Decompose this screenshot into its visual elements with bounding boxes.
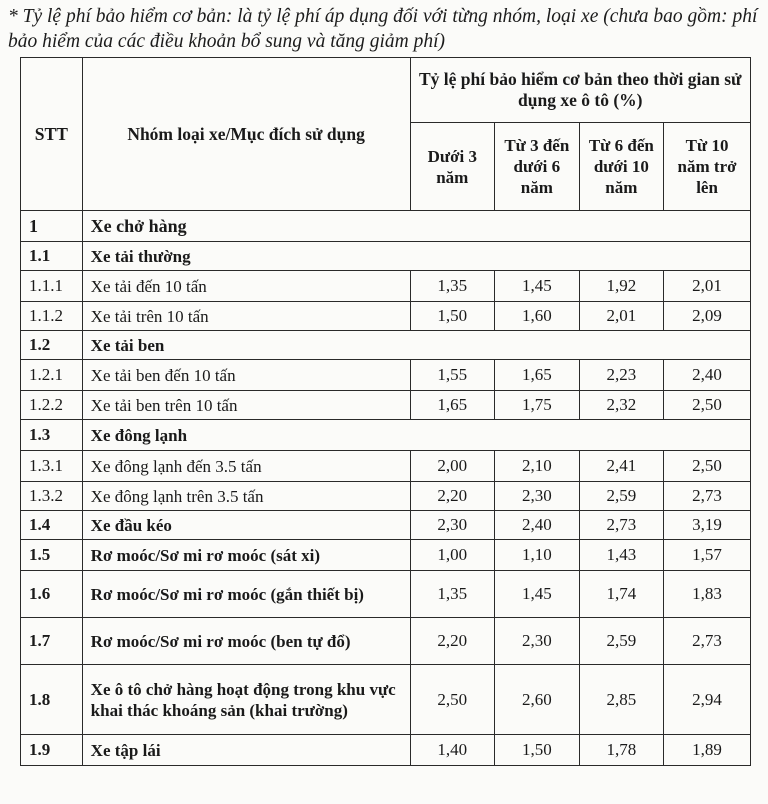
rate-6-10: 2,41	[579, 451, 664, 482]
insurance-rate-table	[20, 57, 751, 766]
rate-10-plus: 2,50	[664, 451, 751, 482]
table-row	[21, 271, 751, 302]
table-row	[21, 618, 751, 665]
row-stt: 1.1.1	[21, 271, 83, 302]
rate-3-6: 1,10	[495, 540, 580, 571]
row-name: Xe tải ben đến 10 tấn	[82, 360, 410, 391]
table-row	[21, 540, 751, 571]
row-stt: 1.6	[21, 571, 83, 618]
row-stt: 1.2.2	[21, 391, 83, 420]
table-row	[21, 482, 751, 511]
rate-10-plus: 1,57	[664, 540, 751, 571]
row-stt: 1.7	[21, 618, 83, 665]
rate-6-10: 2,23	[579, 360, 664, 391]
rate-3-6: 1,75	[495, 391, 580, 420]
rate-under-3: 1,40	[410, 735, 495, 766]
rate-3-6: 2,60	[495, 665, 580, 735]
rate-under-3: 2,20	[410, 618, 495, 665]
row-name: Xe tải đến 10 tấn	[82, 271, 410, 302]
rate-under-3: 1,50	[410, 302, 495, 331]
row-name: Rơ moóc/Sơ mi rơ moóc (gắn thiết bị)	[82, 571, 410, 618]
row-name: Xe tải ben	[82, 331, 750, 360]
table-row	[21, 511, 751, 540]
table-row-group	[21, 420, 751, 451]
rate-6-10: 2,59	[579, 618, 664, 665]
rate-3-6: 2,40	[495, 511, 580, 540]
row-stt: 1.8	[21, 665, 83, 735]
rate-6-10: 2,01	[579, 302, 664, 331]
row-stt: 1.1	[21, 242, 83, 271]
rate-10-plus: 2,73	[664, 482, 751, 511]
table-row-section	[21, 211, 751, 242]
table-row	[21, 571, 751, 618]
rate-under-3: 2,30	[410, 511, 495, 540]
rate-10-plus: 3,19	[664, 511, 751, 540]
table-row	[21, 451, 751, 482]
header-vehicle-group: Nhóm loại xe/Mục đích sử dụng	[82, 58, 410, 211]
row-stt: 1.5	[21, 540, 83, 571]
header-10-plus-years: Từ 10 năm trở lên	[664, 123, 751, 211]
row-name: Xe đông lạnh	[82, 420, 750, 451]
table-row-group	[21, 331, 751, 360]
rate-10-plus: 1,83	[664, 571, 751, 618]
table-row	[21, 302, 751, 331]
rate-under-3: 1,65	[410, 391, 495, 420]
rate-under-3: 1,35	[410, 271, 495, 302]
table-row-group	[21, 242, 751, 271]
rate-6-10: 2,32	[579, 391, 664, 420]
row-name: Xe tải ben trên 10 tấn	[82, 391, 410, 420]
rate-3-6: 1,45	[495, 571, 580, 618]
row-name: Xe đầu kéo	[82, 511, 410, 540]
rate-10-plus: 2,40	[664, 360, 751, 391]
rate-3-6: 2,30	[495, 618, 580, 665]
row-stt: 1.3.1	[21, 451, 83, 482]
table-row	[21, 360, 751, 391]
rate-3-6: 1,60	[495, 302, 580, 331]
rate-6-10: 2,59	[579, 482, 664, 511]
row-stt: 1.9	[21, 735, 83, 766]
header-stt: STT	[21, 58, 83, 211]
rate-6-10: 2,73	[579, 511, 664, 540]
rate-6-10: 2,85	[579, 665, 664, 735]
rate-3-6: 1,65	[495, 360, 580, 391]
rate-6-10: 1,78	[579, 735, 664, 766]
row-name: Xe tải trên 10 tấn	[82, 302, 410, 331]
rate-10-plus: 2,50	[664, 391, 751, 420]
header-under-3-years: Dưới 3 năm	[410, 123, 495, 211]
rate-3-6: 2,10	[495, 451, 580, 482]
row-stt: 1.4	[21, 511, 83, 540]
row-name: Rơ moóc/Sơ mi rơ moóc (sát xi)	[82, 540, 410, 571]
header-rate-group: Tỷ lệ phí bảo hiểm cơ bản theo thời gian sử dụng xe ô tô (%)	[410, 58, 750, 123]
rate-under-3: 2,50	[410, 665, 495, 735]
row-name: Xe tập lái	[82, 735, 410, 766]
table-row	[21, 735, 751, 766]
rate-under-3: 1,55	[410, 360, 495, 391]
rate-under-3: 1,35	[410, 571, 495, 618]
table-row	[21, 665, 751, 735]
row-stt: 1.3.2	[21, 482, 83, 511]
rate-6-10: 1,92	[579, 271, 664, 302]
row-stt: 1.1.2	[21, 302, 83, 331]
rate-10-plus: 2,73	[664, 618, 751, 665]
rate-6-10: 1,74	[579, 571, 664, 618]
row-stt: 1.3	[21, 420, 83, 451]
rate-10-plus: 1,89	[664, 735, 751, 766]
row-name: Xe chở hàng	[82, 211, 750, 242]
row-name: Xe tải thường	[82, 242, 750, 271]
row-stt: 1.2.1	[21, 360, 83, 391]
header-3-to-6-years: Từ 3 đến dưới 6 năm	[495, 123, 580, 211]
row-name: Xe đông lạnh trên 3.5 tấn	[82, 482, 410, 511]
rate-3-6: 1,45	[495, 271, 580, 302]
rate-10-plus: 2,09	[664, 302, 751, 331]
table-row	[21, 391, 751, 420]
rate-6-10: 1,43	[579, 540, 664, 571]
rate-3-6: 1,50	[495, 735, 580, 766]
rate-10-plus: 2,94	[664, 665, 751, 735]
rate-under-3: 2,00	[410, 451, 495, 482]
row-name: Xe đông lạnh đến 3.5 tấn	[82, 451, 410, 482]
row-stt: 1.2	[21, 331, 83, 360]
header-6-to-10-years: Từ 6 đến dưới 10 năm	[579, 123, 664, 211]
row-name: Rơ moóc/Sơ mi rơ moóc (ben tự đổ)	[82, 618, 410, 665]
row-name: Xe ô tô chở hàng hoạt động trong khu vực khai thác khoáng sản (khai trường)	[82, 665, 410, 735]
rate-3-6: 2,30	[495, 482, 580, 511]
rate-under-3: 2,20	[410, 482, 495, 511]
rate-under-3: 1,00	[410, 540, 495, 571]
footnote-rate-definition: * Tỷ lệ phí bảo hiểm cơ bản: là tỷ lệ phí áp dụng đối với từng nhóm, loại xe (chưa bao gồm: phí bảo hiểm của các điều khoản bổ sung và tăng giảm phí)	[8, 6, 758, 52]
rate-10-plus: 2,01	[664, 271, 751, 302]
row-stt: 1	[21, 211, 83, 242]
